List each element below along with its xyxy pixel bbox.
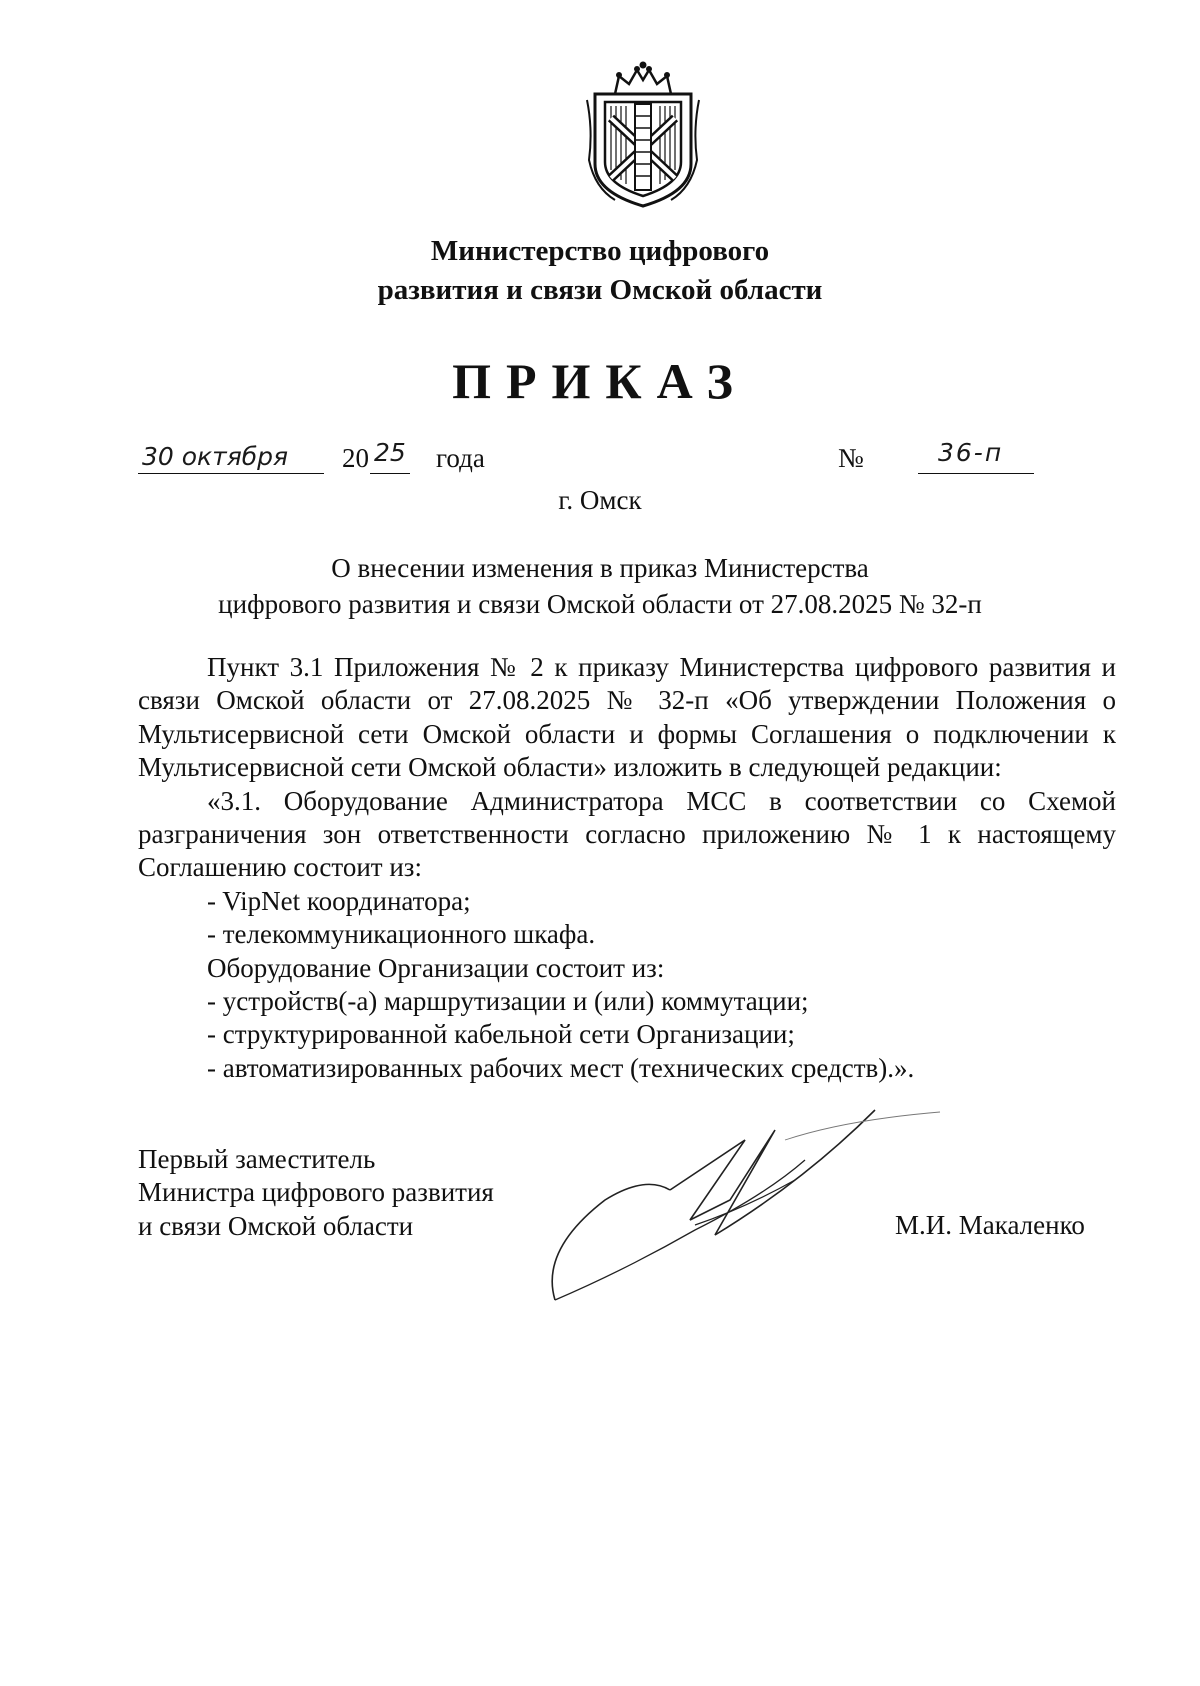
year-prefix: 20 <box>342 443 369 473</box>
list-item: - устройств(-а) маршрутизации и (или) коммутации; <box>207 986 809 1017</box>
signatory-title-line1: Первый заместитель <box>138 1144 376 1174</box>
organization-name-line1: Министерство цифрового <box>430 235 770 267</box>
order-subject <box>0 550 1200 622</box>
list-item: - автоматизированных рабочих мест (технических средств).». <box>207 1052 915 1083</box>
document-type-title: ПРИКАЗ <box>452 353 748 409</box>
year-underline <box>370 473 410 474</box>
city: г. Омск <box>558 485 642 515</box>
organization-name-line2: развития и связи Омской области <box>377 274 823 306</box>
number-label: № <box>838 443 864 473</box>
handwritten-date: 30 октября <box>142 442 289 471</box>
list-item: - структурированной кабельной сети Организации; <box>207 1019 795 1050</box>
date-underline <box>138 473 324 474</box>
subject-line2: цифрового развития и связи Омской области от 27.08.2025 № 32-п <box>218 589 982 619</box>
org-equipment-header: Оборудование Организации состоит из: <box>207 952 665 983</box>
handwritten-year: 25 <box>374 438 406 467</box>
list-item: - VipNet координатора; <box>207 885 471 916</box>
paragraph-main: Пункт 3.1 Приложения № 2 к приказу Министерства цифрового развития и связи Омской области от 27.08.2025 № 32-п «Об утверждении Положения о Мультисервисной сети Омской области и формы Соглашения о подключении к Мультисервисной сети Омской области» изложить в следующей редакции: <box>138 652 1116 783</box>
list-item: - телекоммуникационного шкафа. <box>207 919 596 950</box>
subject-line1: О внесении изменения в приказ Министерства <box>331 553 869 583</box>
paragraph-clause-3-1: «3.1. Оборудование Администратора МСС в соответствии со Схемой разграничения зон ответственности согласно приложению № 1 к настоящему Соглашению состоит из: <box>138 785 1116 883</box>
handwritten-number: 36-п <box>938 438 1004 467</box>
date-number-line <box>138 440 1118 480</box>
organization-name <box>0 232 1200 310</box>
number-underline <box>918 473 1034 474</box>
order-body <box>138 651 1116 1085</box>
signatory-title-line2: Министра цифрового развития <box>138 1177 494 1208</box>
signatory-title <box>138 1143 494 1243</box>
coat-of-arms-icon <box>585 60 701 210</box>
year-word: года <box>436 443 485 473</box>
signatory-name: М.И. Макаленко <box>895 1210 1085 1240</box>
signatory-title-line3: и связи Омской области <box>138 1210 414 1241</box>
